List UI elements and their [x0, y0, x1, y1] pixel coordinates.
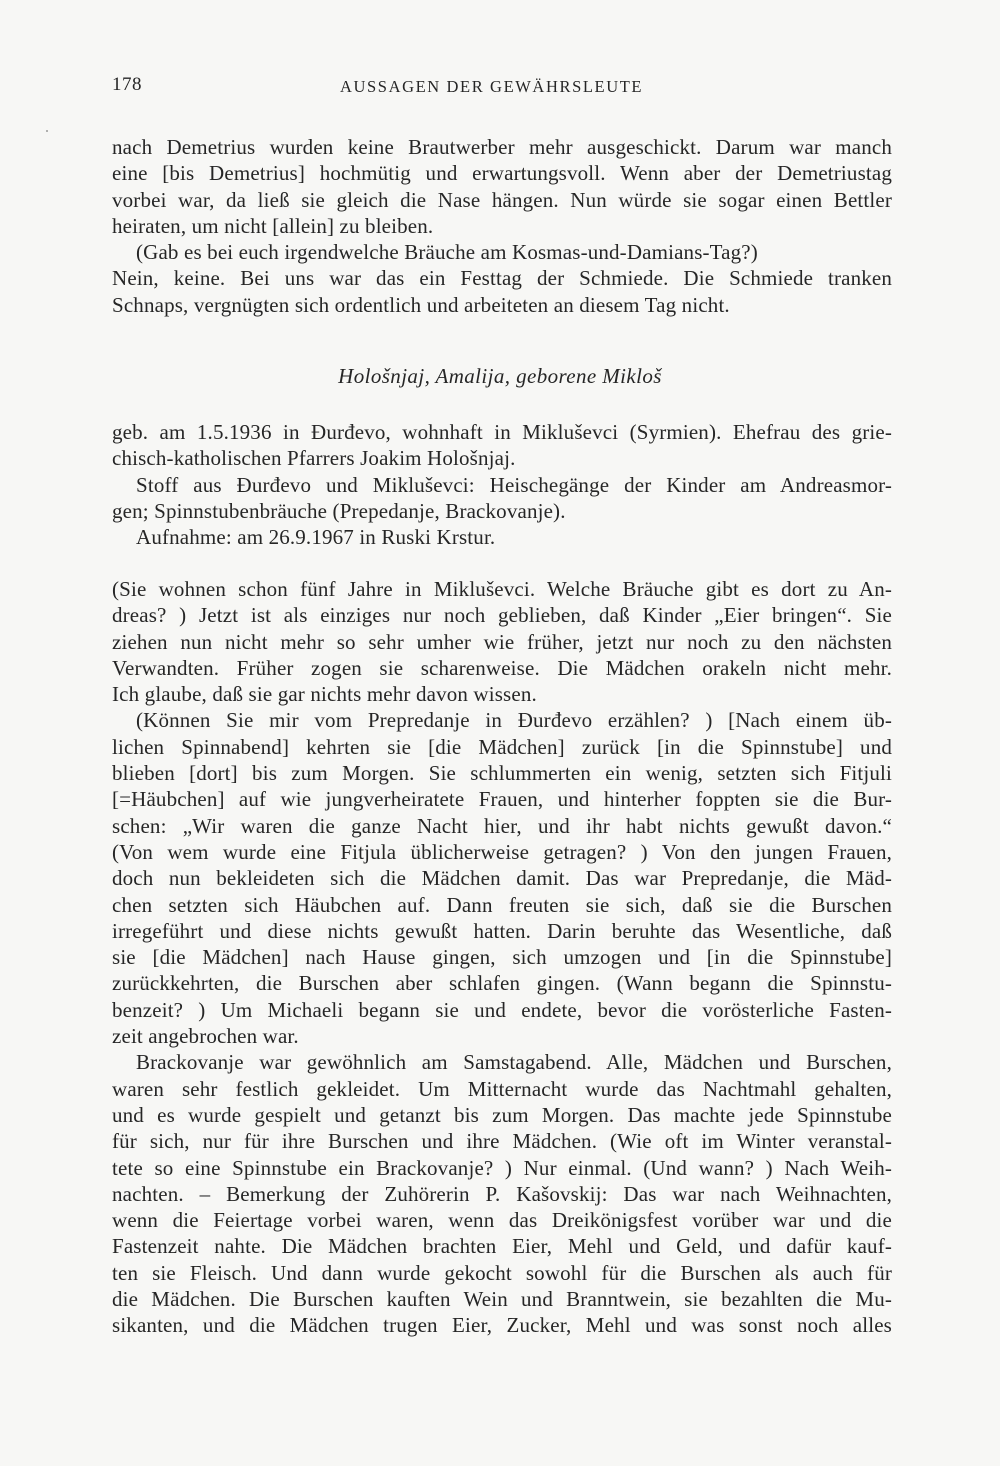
text-line: dreas? ) Jetzt ist als einziges nur noch geblieben, daß Kinder „Eier bringen“. Sie	[112, 603, 892, 628]
text-line: waren sehr festlich gekleidet. Um Mitternacht wurde das Nachtmahl gehalten,	[112, 1076, 892, 1101]
text-line: chen setzten sich Häubchen auf. Dann freuten sie sich, daß sie die Burschen	[112, 892, 892, 917]
text-line: nachten. – Bemerkung der Zuhörerin P. Kašovskij: Das war nach Weihnachten,	[112, 1181, 892, 1206]
text-line: Schnaps, vergnügten sich ordentlich und arbeiteten an diesem Tag nicht.	[112, 292, 730, 317]
page-number: 178	[112, 74, 142, 95]
text-line: (Sie wohnen schon fünf Jahre in Mikluševci. Welche Bräuche gibt es dort zu An-	[112, 577, 892, 601]
text-line: für sich, nur für ihre Burschen und ihre Mädchen. (Wie oft im Winter veranstal-	[112, 1129, 892, 1154]
informant-heading: Hološnjaj, Amalija, geborene Mikloš	[338, 364, 662, 388]
text-line: sie [die Mädchen] nach Hause gingen, sich umzogen und [in die Spinnstube]	[112, 945, 892, 970]
text-line: schen: „Wir waren die ganze Nacht hier, und ihr habt nichts gewußt davon.“	[112, 813, 892, 838]
text-line: nach Demetrius wurden keine Brautwerber mehr ausgeschickt. Darum war manch	[112, 135, 892, 159]
informant-bio-block	[112, 419, 892, 550]
text-line: eine [bis Demetrius] hochmütig und erwartungsvoll. Wenn aber der Demetriustag	[112, 161, 892, 186]
text-line: benzeit? ) Um Michaeli begann sie und endete, bevor die vorösterliche Fasten-	[112, 997, 892, 1022]
text-line: Ich glaube, daß sie gar nichts mehr davon wissen.	[112, 682, 537, 707]
scan-speck	[46, 130, 48, 132]
text-line: Stoff aus Đurđevo und Mikluševci: Heischegänge der Kinder am Andreasmor-	[136, 472, 892, 497]
text-line: und es wurde gespielt und getanzt bis zum Morgen. Das machte jede Spinnstube	[112, 1102, 892, 1127]
text-line: wenn die Feiertage vorbei waren, wenn das Dreikönigsfest vorüber war und die	[112, 1208, 892, 1233]
text-line: zurückkehrten, die Burschen aber schlafen gingen. (Wann begann die Spinnstu-	[112, 971, 892, 996]
text-line: Verwandten. Früher zogen sie scharenweise. Die Mädchen orakeln nicht mehr.	[112, 655, 892, 680]
text-line: lichen Spinnabend] kehrten sie [die Mädchen] zurück [in die Spinnstube] und	[112, 734, 892, 759]
running-head: AUSSAGEN DER GEWÄHRSLEUTE	[340, 77, 644, 96]
text-line: die Mädchen. Die Burschen kauften Wein und Branntwein, sie bezahlten die Mu-	[112, 1287, 892, 1312]
text-line: Fastenzeit nahte. Die Mädchen brachten Eier, Mehl und Geld, und dafür kauf-	[112, 1234, 892, 1259]
text-line: vorbei war, da ließ sie gleich die Nase hängen. Nun würde sie sogar einen Bettler	[112, 187, 892, 212]
text-line: ten sie Fleisch. Und dann wurde gekocht sowohl für die Burschen als auch für	[112, 1260, 892, 1285]
text-line: (Von wem wurde eine Fitjula üblicherweise getragen? ) Von den jungen Frauen,	[112, 839, 892, 864]
text-line: geb. am 1.5.1936 in Đurđevo, wohnhaft in Mikluševci (Syrmien). Ehefrau des grie-	[112, 420, 892, 444]
text-line: (Gab es bei euch irgendwelche Bräuche am Kosmas-und-Damians-Tag?)	[136, 240, 758, 265]
text-line: [=Häubchen] auf wie jungverheiratete Frauen, und hinterher foppten sie die Bur-	[112, 787, 892, 812]
text-line: blieben [dort] bis zum Morgen. Sie schlummerten ein wenig, setzten sich Fitjuli	[112, 761, 892, 786]
text-line: (Können Sie mir vom Prepredanje in Đurđevo erzählen? ) [Nach einem üb-	[136, 708, 892, 733]
text-line: Brackovanje war gewöhnlich am Samstagabend. Alle, Mädchen und Burschen,	[136, 1050, 892, 1075]
text-line: heiraten, um nicht [allein] zu bleiben.	[112, 213, 434, 238]
text-line: ziehen nun nicht mehr so sehr umher wie früher, jetzt nur noch zu den nächsten	[112, 629, 892, 654]
text-line: doch nun bekleideten sich die Mädchen damit. Das war Prepredanje, die Mäd-	[112, 866, 892, 891]
text-line: Aufnahme: am 26.9.1967 in Ruski Krstur.	[136, 525, 496, 550]
text-line: sikanten, und die Mädchen trugen Eier, Zucker, Mehl und was sonst noch alles	[112, 1313, 892, 1338]
text-line: tete so eine Spinnstube ein Brackovanje? ) Nur einmal. (Und wann? ) Nach Weih-	[112, 1155, 892, 1180]
interview-block	[112, 576, 892, 1339]
text-line: chisch-katholischen Pfarrers Joakim Hološnjaj.	[112, 446, 516, 471]
text-line: Nein, keine. Bei uns war das ein Festtag der Schmiede. Die Schmiede tranken	[112, 266, 892, 291]
text-line: zeit angebrochen war.	[112, 1024, 299, 1049]
text-line: irregeführt und diese nichts gewußt hatten. Darin beruhte das Wesentliche, daß	[112, 918, 892, 943]
paragraph-block-demetrius	[112, 134, 892, 318]
text-line: gen; Spinnstubenbräuche (Prepedanje, Brackovanje).	[112, 498, 566, 523]
